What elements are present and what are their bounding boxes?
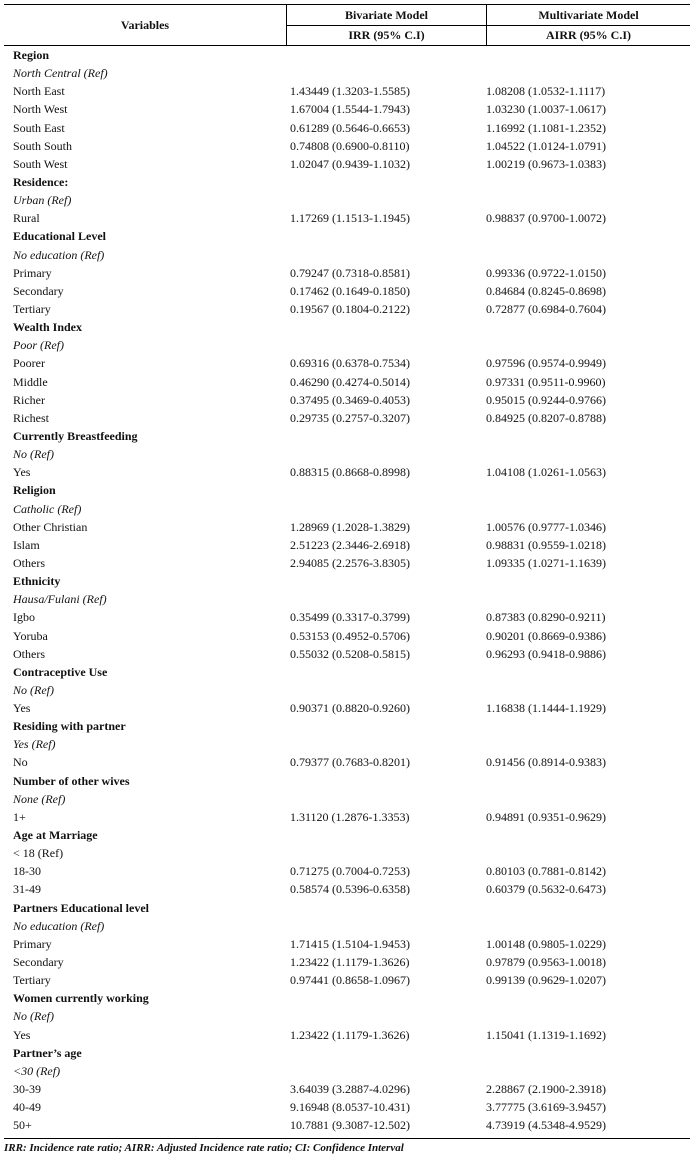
- irr-value: 1.17269 (1.1513-1.1945): [290, 211, 410, 226]
- row-label: North West: [13, 102, 68, 117]
- table-row: [4, 971, 690, 989]
- irr-value: 10.7881 (9.3087-12.502): [290, 1118, 410, 1133]
- irr-value: 0.61289 (0.5646-0.6653): [290, 120, 410, 135]
- irr-value: 1.71415 (1.5104-1.9453): [290, 936, 410, 951]
- header-irr: IRR (95% C.I): [348, 27, 425, 42]
- airr-value: 0.99139 (0.9629-1.0207): [486, 973, 606, 988]
- row-label: Yes: [13, 465, 31, 480]
- irr-value: 0.35499 (0.3317-0.3799): [290, 610, 410, 625]
- row-label: North Central (Ref): [13, 66, 108, 81]
- row-label: Partners Educational level: [13, 900, 149, 915]
- airr-value: 4.73919 (4.5348-4.9529): [486, 1118, 606, 1133]
- irr-value: 0.55032 (0.5208-0.5815): [290, 646, 410, 661]
- table-row: [4, 880, 690, 898]
- table-row: [4, 699, 690, 717]
- row-label: Secondary: [13, 283, 64, 298]
- section-heading-row: [4, 663, 690, 681]
- airr-value: 0.97331 (0.9511-0.9960): [486, 374, 606, 389]
- reference-row: [4, 590, 690, 608]
- table-row: [4, 1026, 690, 1044]
- table-row: [4, 608, 690, 626]
- table-row: [4, 409, 690, 427]
- airr-value: 3.77775 (3.6169-3.9457): [486, 1100, 606, 1115]
- header-multivariate-model: Multivariate Model: [538, 7, 639, 22]
- irr-value: 2.94085 (2.2576-3.8305): [290, 555, 410, 570]
- reference-row: [4, 500, 690, 518]
- airr-value: 0.97596 (0.9574-0.9949): [486, 356, 606, 371]
- table-row: [4, 808, 690, 826]
- table-row: [4, 300, 690, 318]
- row-label: < 18 (Ref): [13, 846, 64, 861]
- row-label: Yes (Ref): [13, 737, 56, 752]
- table-row: [4, 82, 690, 100]
- airr-value: 1.04108 (1.0261-1.0563): [486, 465, 606, 480]
- table-row: [4, 554, 690, 572]
- airr-value: 0.84684 (0.8245-0.8698): [486, 283, 606, 298]
- row-label: Age at Marriage: [13, 828, 98, 843]
- table-row: [4, 137, 690, 155]
- irr-value: 1.43449 (1.3203-1.5585): [290, 84, 410, 99]
- table-row: [4, 1080, 690, 1098]
- irr-value: 0.88315 (0.8668-0.8998): [290, 465, 410, 480]
- table-footnote: IRR: Incidence rate ratio; AIRR: Adjusted Incidence rate ratio; CI: Confidence Interval: [4, 1142, 404, 1154]
- row-label: Rural: [13, 211, 40, 226]
- irr-value: 0.37495 (0.3469-0.4053): [290, 392, 410, 407]
- table-row: [4, 100, 690, 118]
- airr-value: 1.00576 (0.9777-1.0346): [486, 519, 606, 534]
- airr-value: 0.72877 (0.6984-0.7604): [486, 301, 606, 316]
- table-row: [4, 209, 690, 227]
- airr-value: 0.96293 (0.9418-0.9886): [486, 646, 606, 661]
- row-label: Others: [13, 555, 45, 570]
- row-label: None (Ref): [13, 791, 66, 806]
- section-heading-row: [4, 318, 690, 336]
- results-table: [4, 4, 690, 1139]
- reference-row: [4, 790, 690, 808]
- airr-value: 0.94891 (0.9351-0.9629): [486, 809, 606, 824]
- row-label: Wealth Index: [13, 320, 83, 335]
- row-label: No education (Ref): [13, 918, 105, 933]
- irr-value: 0.97441 (0.8658-1.0967): [290, 973, 410, 988]
- reference-row: [4, 336, 690, 354]
- section-heading-row: [4, 772, 690, 790]
- row-label: No (Ref): [13, 682, 54, 697]
- airr-value: 1.00148 (0.9805-1.0229): [486, 936, 606, 951]
- row-label: Yes: [13, 1027, 31, 1042]
- row-label: Number of other wives: [13, 773, 130, 788]
- section-heading-row: [4, 173, 690, 191]
- table-row: [4, 354, 690, 372]
- row-label: Residence:: [13, 174, 69, 189]
- row-label: Residing with partner: [13, 719, 126, 734]
- airr-value: 1.15041 (1.1319-1.1692): [486, 1027, 606, 1042]
- irr-value: 0.46290 (0.4274-0.5014): [290, 374, 410, 389]
- reference-row: [4, 1062, 690, 1080]
- table-row: [4, 119, 690, 137]
- airr-value: 0.98831 (0.9559-1.0218): [486, 537, 606, 552]
- airr-value: 0.90201 (0.8669-0.9386): [486, 628, 606, 643]
- airr-value: 1.08208 (1.0532-1.1117): [486, 84, 606, 99]
- airr-value: 0.97879 (0.9563-1.0018): [486, 955, 606, 970]
- airr-value: 0.60379 (0.5632-0.6473): [486, 882, 606, 897]
- table-row: [4, 753, 690, 771]
- irr-value: 0.79247 (0.7318-0.8581): [290, 265, 410, 280]
- irr-value: 2.51223 (2.3446-2.6918): [290, 537, 410, 552]
- row-label: Igbo: [13, 610, 35, 625]
- row-label: Primary: [13, 936, 52, 951]
- table-row: [4, 953, 690, 971]
- reference-row: [4, 64, 690, 82]
- row-label: Currently Breastfeeding: [13, 428, 138, 443]
- airr-value: 0.80103 (0.7881-0.8142): [486, 864, 606, 879]
- header-variables: Variables: [120, 17, 170, 32]
- irr-value: 1.23422 (1.1179-1.3626): [290, 1027, 410, 1042]
- section-heading-row: [4, 481, 690, 499]
- reference-row: [4, 1007, 690, 1025]
- row-label: No: [13, 755, 28, 770]
- row-label: South South: [13, 138, 73, 153]
- row-label: Tertiary: [13, 301, 51, 316]
- airr-value: 0.87383 (0.8290-0.9211): [486, 610, 606, 625]
- header-bivariate-model: Bivariate Model: [345, 7, 428, 22]
- row-label: Educational Level: [13, 229, 107, 244]
- row-label: No education (Ref): [13, 247, 105, 262]
- irr-value: 0.53153 (0.4952-0.5706): [290, 628, 410, 643]
- section-heading-row: [4, 1044, 690, 1062]
- irr-value: 3.64039 (3.2887-4.0296): [290, 1082, 410, 1097]
- row-label: 30-39: [13, 1082, 41, 1097]
- row-label: South East: [13, 120, 65, 135]
- row-label: No (Ref): [13, 1009, 54, 1024]
- table-row: [4, 463, 690, 481]
- airr-value: 0.91456 (0.8914-0.9383): [486, 755, 606, 770]
- airr-value: 0.95015 (0.9244-0.9766): [486, 392, 606, 407]
- row-label: 1+: [13, 809, 26, 824]
- airr-value: 2.28867 (2.1900-2.3918): [486, 1082, 606, 1097]
- row-label: <30 (Ref): [13, 1063, 61, 1078]
- irr-value: 0.69316 (0.6378-0.7534): [290, 356, 410, 371]
- row-label: Secondary: [13, 955, 64, 970]
- table-row: [4, 935, 690, 953]
- table-row: [4, 1116, 690, 1134]
- row-label: Urban (Ref): [13, 193, 72, 208]
- row-label: 40-49: [13, 1100, 41, 1115]
- reference-row: [4, 445, 690, 463]
- row-label: North East: [13, 84, 65, 99]
- row-label: 18-30: [13, 864, 41, 879]
- row-label: Poor (Ref): [13, 338, 64, 353]
- table-row: [4, 518, 690, 536]
- row-label: Richer: [13, 392, 45, 407]
- table-body: [4, 46, 690, 1134]
- row-label: Hausa/Fulani (Ref): [13, 592, 107, 607]
- row-label: Others: [13, 646, 45, 661]
- reference-row: [4, 681, 690, 699]
- row-label: Middle: [13, 374, 48, 389]
- header-airr: AIRR (95% C.I): [546, 27, 631, 42]
- irr-value: 0.19567 (0.1804-0.2122): [290, 301, 410, 316]
- irr-value: 1.31120 (1.2876-1.3353): [290, 809, 410, 824]
- airr-value: 1.16992 (1.1081-1.2352): [486, 120, 606, 135]
- row-label: Religion: [13, 483, 56, 498]
- table-row: [4, 645, 690, 663]
- section-heading-row: [4, 427, 690, 445]
- row-label: Contraceptive Use: [13, 664, 108, 679]
- row-label: 50+: [13, 1118, 32, 1133]
- row-label: Richest: [13, 410, 49, 425]
- row-label: Partner’s age: [13, 1045, 82, 1060]
- irr-value: 0.29735 (0.2757-0.3207): [290, 410, 410, 425]
- section-heading-row: [4, 227, 690, 245]
- table-row: [4, 155, 690, 173]
- row-label: Primary: [13, 265, 52, 280]
- airr-value: 1.09335 (1.0271-1.1639): [486, 555, 606, 570]
- row-label: Islam: [13, 537, 40, 552]
- irr-value: 9.16948 (8.0537-10.431): [290, 1100, 410, 1115]
- row-label: Other Christian: [13, 519, 88, 534]
- table-row: [4, 536, 690, 554]
- section-heading-row: [4, 826, 690, 844]
- reference-row: [4, 844, 690, 862]
- irr-value: 0.74808 (0.6900-0.8110): [290, 138, 410, 153]
- section-heading-row: [4, 572, 690, 590]
- row-label: 31-49: [13, 882, 41, 897]
- row-label: Tertiary: [13, 973, 51, 988]
- section-heading-row: [4, 46, 690, 64]
- airr-value: 1.04522 (1.0124-1.0791): [486, 138, 606, 153]
- irr-value: 0.58574 (0.5396-0.6358): [290, 882, 410, 897]
- airr-value: 0.99336 (0.9722-1.0150): [486, 265, 606, 280]
- row-label: Ethnicity: [13, 574, 61, 589]
- table-row: [4, 282, 690, 300]
- section-heading-row: [4, 989, 690, 1007]
- section-heading-row: [4, 899, 690, 917]
- table-row: [4, 862, 690, 880]
- irr-value: 1.02047 (0.9439-1.1032): [290, 156, 410, 171]
- section-heading-row: [4, 717, 690, 735]
- irr-value: 0.17462 (0.1649-0.1850): [290, 283, 410, 298]
- table-row: [4, 391, 690, 409]
- row-label: Yoruba: [13, 628, 48, 643]
- airr-value: 1.00219 (0.9673-1.0383): [486, 156, 606, 171]
- row-label: Region: [13, 48, 49, 62]
- irr-value: 1.28969 (1.2028-1.3829): [290, 519, 410, 534]
- irr-value: 0.71275 (0.7004-0.7253): [290, 864, 410, 879]
- irr-value: 0.79377 (0.7683-0.8201): [290, 755, 410, 770]
- table-row: [4, 1098, 690, 1116]
- irr-value: 0.90371 (0.8820-0.9260): [290, 701, 410, 716]
- table-row: [4, 627, 690, 645]
- row-label: Catholic (Ref): [13, 501, 82, 516]
- irr-value: 1.23422 (1.1179-1.3626): [290, 955, 410, 970]
- row-label: Yes: [13, 701, 31, 716]
- table-row: [4, 264, 690, 282]
- reference-row: [4, 735, 690, 753]
- reference-row: [4, 246, 690, 264]
- table-row: [4, 373, 690, 391]
- airr-value: 0.84925 (0.8207-0.8788): [486, 410, 606, 425]
- reference-row: [4, 917, 690, 935]
- row-label: Women currently working: [13, 991, 149, 1006]
- row-label: South West: [13, 156, 68, 171]
- airr-value: 0.98837 (0.9700-1.0072): [486, 211, 606, 226]
- reference-row: [4, 191, 690, 209]
- airr-value: 1.03230 (1.0037-1.0617): [486, 102, 606, 117]
- row-label: No (Ref): [13, 447, 54, 462]
- row-label: Poorer: [13, 356, 45, 371]
- airr-value: 1.16838 (1.1444-1.1929): [486, 701, 606, 716]
- irr-value: 1.67004 (1.5544-1.7943): [290, 102, 410, 117]
